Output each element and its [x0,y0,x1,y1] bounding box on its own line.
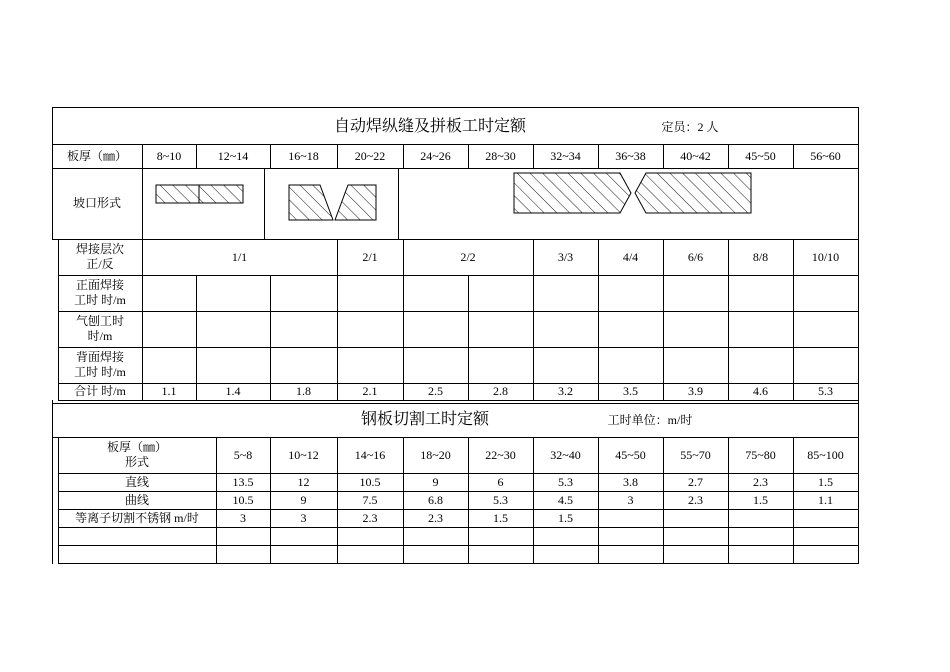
cutting-value-cell [337,527,403,545]
double-v-groove-icon [514,173,751,213]
cutting-value-cell: 5.3 [558,474,573,489]
cutting-value-cell: 5.3 [493,492,508,507]
thickness-cell: 12~14 [217,148,249,163]
layers-cell: 4/4 [622,249,639,264]
cutting-value-cell [793,545,858,563]
cutting-value-cell: 3 [300,510,307,525]
section2-title: 钢板切割工时定额 [360,410,489,428]
total-cell: 2.1 [362,384,378,398]
gouging-label: 气刨工时 时/m [75,314,124,343]
section1-title: 自动焊纵缝及拼板工时定额 [333,117,526,135]
layers-cell: 10/10 [811,249,840,264]
cutting-value-cell: 1.5 [493,510,508,525]
cutting-value-cell [598,545,663,563]
cutting-value-cell: 9 [432,474,439,489]
cutting-value-cell: 1.5 [753,492,768,507]
cutting-value-cell [403,527,468,545]
cutting-value-cell [728,527,793,545]
front-weld-label: 正面焊接 工时 时/m [74,278,126,307]
cutting-value-cell: 2.3 [362,510,378,525]
cutting-value-cell: 1.5 [818,474,833,489]
cutting-value-cell [216,527,270,545]
cutting-value-cell [216,545,270,563]
cutting-value-cell: 3.8 [623,474,638,489]
cutting-value-cell [663,545,728,563]
total-cell: 3.5 [623,384,638,398]
total-cell: 1.8 [296,384,311,398]
total-cell: 4.6 [753,384,768,398]
cutting-value-cell [270,545,337,563]
layers-cell: 8/8 [752,249,769,264]
thickness-cell: 32~34 [550,148,581,163]
thickness-header-label: 板厚（㎜） [66,148,127,163]
total-cell: 2.8 [493,384,508,398]
thickness-cell: 36~38 [615,148,646,163]
cutting-value-cell: 6 [497,474,504,489]
unit-note: 工时单位：m/时 [607,412,693,427]
cutting-value-cell: 2.3 [753,474,768,489]
cutting-value-cell: 2.7 [688,474,703,489]
layers-cell: 1/1 [231,249,248,264]
cutting-value-cell: 12 [297,474,310,489]
cutting-value-cell: 1.5 [558,510,573,525]
cutting-value-cell [468,527,533,545]
cutting-value-cell: 6.8 [428,492,443,507]
cutting-thickness-cell: 22~30 [485,447,516,462]
cutting-value-cell: 9 [300,492,307,507]
cutting-value-cell [468,545,533,563]
cutting-row-label: 等离子切割不锈钢 m/时 [75,510,199,525]
thickness-cell: 56~60 [810,148,841,163]
cutting-value-cell [793,509,858,527]
cutting-thickness-cell: 14~16 [354,447,386,462]
cutting-thickness-cell: 45~50 [615,447,646,462]
cutting-thickness-cell: 5~8 [233,447,253,462]
cutting-value-cell: 1.1 [818,492,833,507]
square-butt-icon [156,185,243,203]
cutting-value-cell [728,509,793,527]
cutting-thickness-cell: 55~70 [680,447,711,462]
cutting-thickness-cell: 10~12 [288,447,319,462]
cutting-value-cell [533,527,598,545]
thickness-cell: 16~18 [288,148,319,163]
cutting-row-label [58,527,216,545]
groove-label: 坡口形式 [72,196,121,210]
thickness-cell: 20~22 [354,148,386,163]
cutting-value-cell [663,527,728,545]
layers-cell: 3/3 [557,249,574,264]
total-cell: 1.1 [161,384,177,398]
cutting-value-cell [337,545,403,563]
total-cell: 1.4 [225,384,241,398]
cutting-value-cell [598,509,663,527]
cutting-value-cell: 2.3 [428,510,443,525]
layers-label: 焊接层次 正/反 [75,242,124,271]
total-label: 合计 时/m [74,383,126,398]
total-cell: 3.2 [558,384,573,398]
layers-cell: 6/6 [687,249,704,264]
cutting-value-cell: 10.5 [359,474,381,489]
cutting-value-cell [793,527,858,545]
layers-cell: 2/1 [362,249,378,264]
cutting-value-cell: 2.3 [688,492,703,507]
cutting-value-cell [533,545,598,563]
total-cell: 2.5 [428,384,443,398]
layers-cell: 2/2 [460,249,476,264]
back-weld-label: 背面焊接 工时 时/m [74,350,126,379]
cutting-value-cell: 4.5 [558,492,573,507]
cutting-value-cell: 13.5 [232,474,254,489]
thickness-cell: 45~50 [745,148,776,163]
cutting-row-label: 曲线 [124,492,149,507]
thickness-cell: 28~30 [485,148,516,163]
cutting-value-cell [403,545,468,563]
cutting-value-cell: 10.5 [232,492,254,507]
cutting-value-cell: 3 [240,510,246,525]
thickness-cell: 8~10 [156,148,182,163]
total-cell: 5.3 [818,384,833,398]
cutting-header-label: 板厚（㎜） 形式 [106,440,167,469]
cutting-value-cell: 3 [627,492,634,507]
cutting-row-label [58,545,216,563]
cutting-row-label: 直线 [124,474,149,489]
cutting-thickness-cell: 75~80 [745,447,776,462]
thickness-cell: 24~26 [420,148,451,163]
total-cell: 3.9 [688,384,703,398]
cutting-thickness-cell: 18~20 [420,447,451,462]
cutting-thickness-cell: 32~40 [550,447,581,462]
cutting-value-cell [728,545,793,563]
cutting-value-cell [663,509,728,527]
staff-note: 定员：2 人 [661,119,719,134]
cutting-thickness-cell: 85~100 [807,447,844,462]
cutting-value-cell [270,527,337,545]
v-groove-icon [289,185,376,220]
cutting-value-cell [598,527,663,545]
cutting-value-cell: 7.5 [362,492,378,507]
thickness-cell: 40~42 [680,148,711,163]
